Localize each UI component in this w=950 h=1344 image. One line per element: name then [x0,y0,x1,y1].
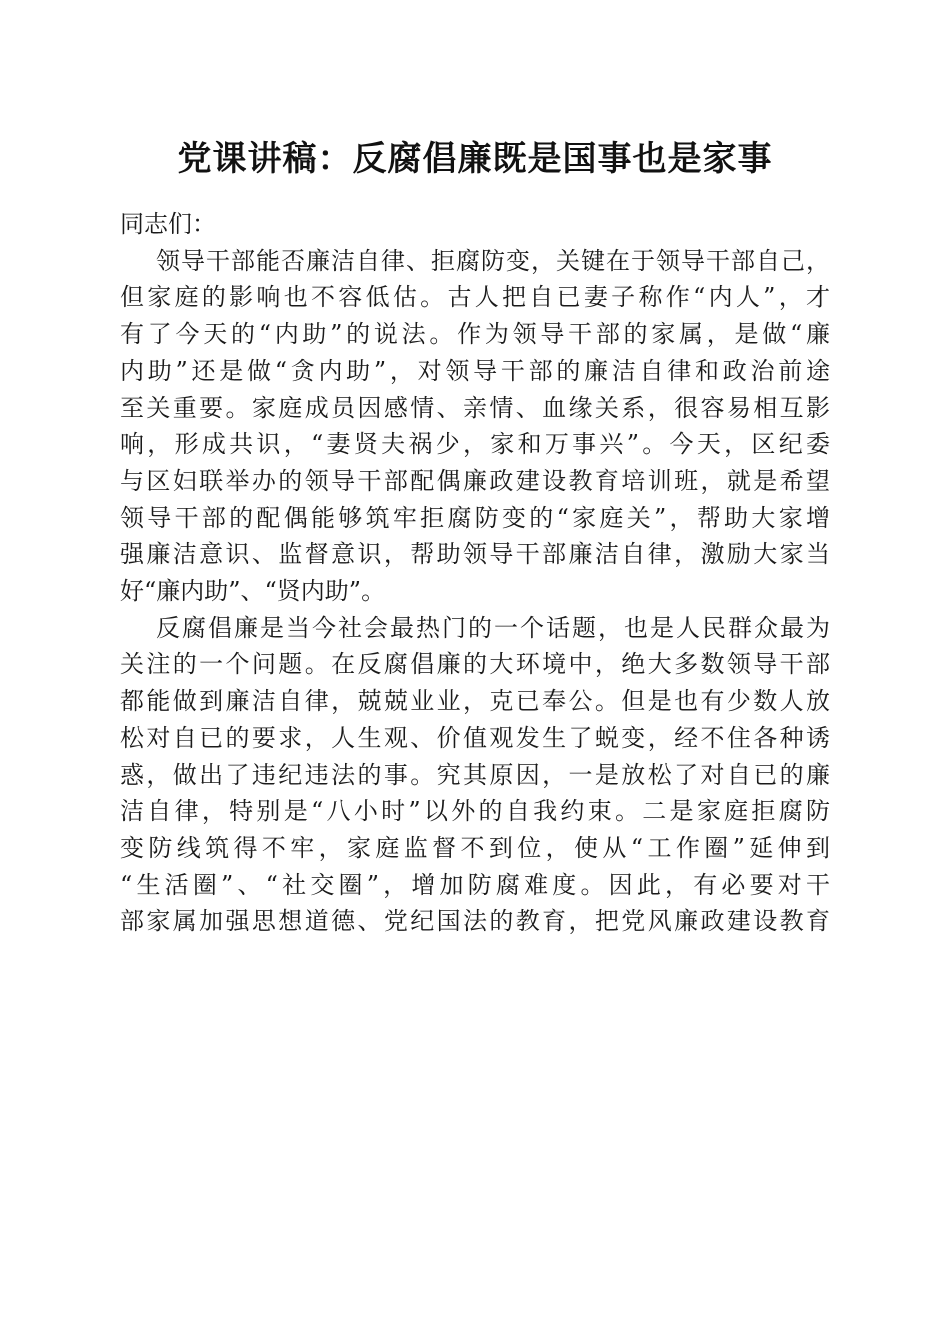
paragraph-line: 但家庭的影响也不容低估。古人把自已妻子称作“内人”，才 [120,283,830,312]
paragraph-line: 关注的一个问题。在反腐倡廉的大环境中，绝大多数领导干部 [120,650,830,679]
paragraph-line: 部家属加强思想道德、党纪国法的教育，把党风廉政建设教育 [120,907,830,936]
document-title: 党课讲稿：反腐倡廉既是国事也是家事 [177,139,773,179]
paragraph-line: 响，形成共识，“妻贤夫祸少，家和万事兴”。今天，区纪委 [120,430,830,459]
greeting: 同志们： [120,210,216,238]
paragraph-line: 反腐倡廉是当今社会最热门的一个话题，也是人民群众最为 [156,613,830,642]
document-body [120,206,830,940]
paragraph-line: 与区妇联举办的领导干部配偶廉政建设教育培训班，就是希望 [120,466,830,495]
paragraph-line: 内助”还是做“贪内助”，对领导干部的廉洁自律和政治前途 [120,356,830,385]
paragraph-line: 惑，做出了违纪违法的事。究其原因，一是放松了对自已的廉 [120,760,830,789]
paragraph-line: 松对自已的要求，人生观、价值观发生了蜕变，经不住各种诱 [120,723,830,752]
paragraph-line: “生活圈”、“社交圈”，增加防腐难度。因此，有必要对干 [120,870,830,899]
paragraph-line: 强廉洁意识、监督意识，帮助领导干部廉洁自律，激励大家当 [120,540,830,569]
paragraph-line: 洁自律，特别是“八小时”以外的自我约束。二是家庭拒腐防 [120,797,830,826]
paragraph-line: 变防线筑得不牢，家庭监督不到位，使从“工作圈”延伸到 [120,833,830,862]
paragraph-line: 都能做到廉洁自律，兢兢业业，克已奉公。但是也有少数人放 [120,687,830,716]
paragraph-line: 至关重要。家庭成员因感情、亲情、血缘关系，很容易相互影 [120,393,830,422]
paragraph-2 [120,610,830,940]
paragraph-line: 有了今天的“内助”的说法。作为领导干部的家属，是做“廉 [120,320,830,349]
paragraph-line: 领导干部的配偶能够筑牢拒腐防变的“家庭关”，帮助大家增 [120,503,830,532]
paragraph-1 [120,243,830,610]
paragraph-line: 领导干部能否廉洁自律、拒腐防变，关键在于领导干部自己， [156,246,830,275]
paragraph-line: 好“廉内助”、“贤内助”。 [120,577,386,606]
